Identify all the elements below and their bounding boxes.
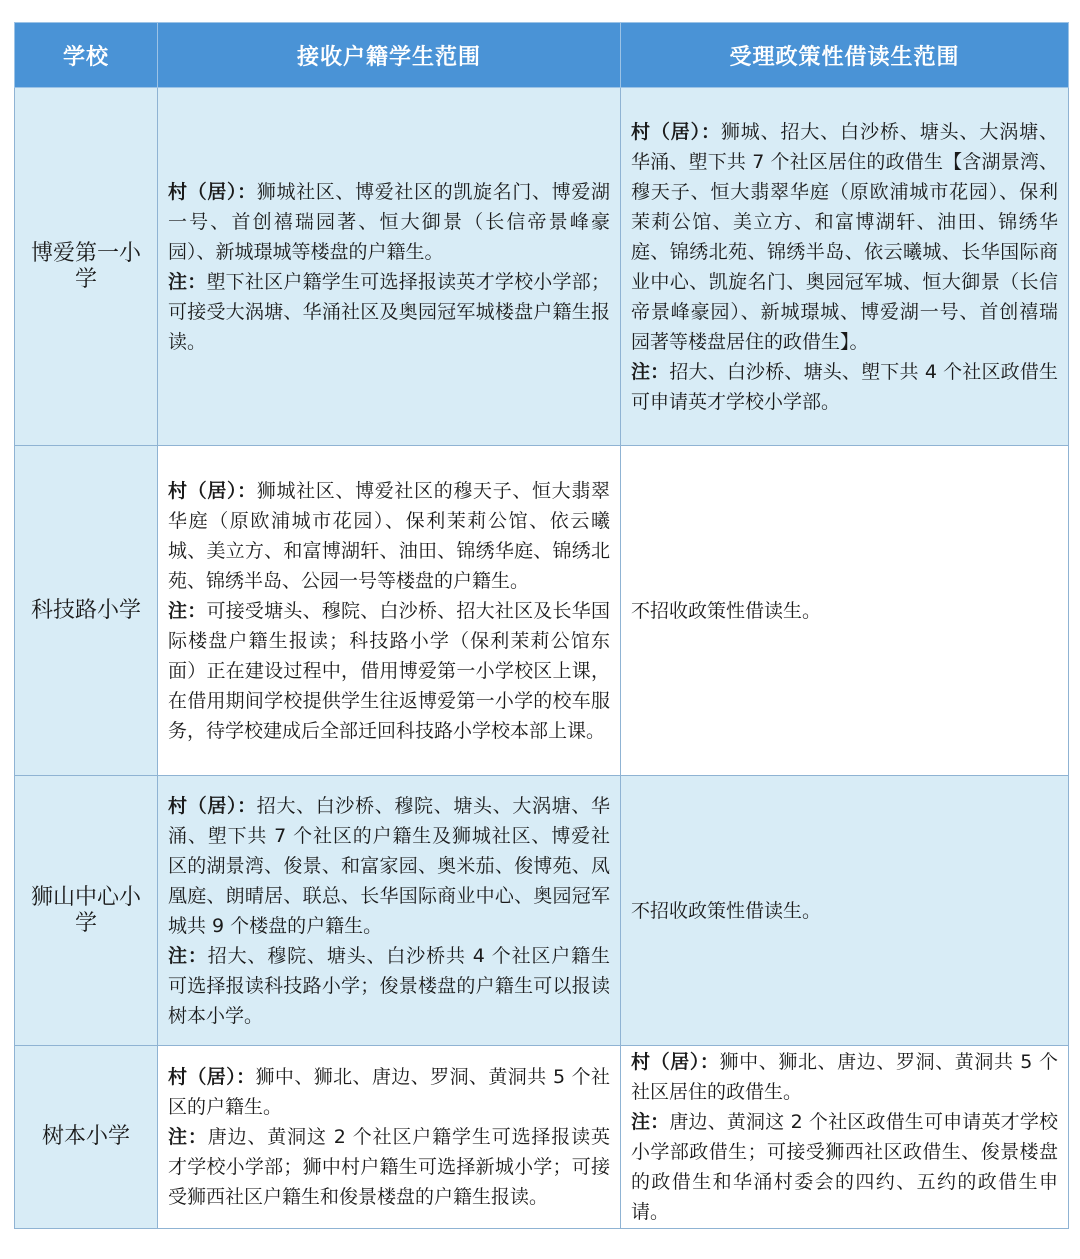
policy-note-text: 唐边、黄洞这 2 个社区政借生可申请英才学校小学部政借生；可接受狮西社区政借生、俊景楼盘的政借生和华涌村委会的四约、五约的政借生申请。 bbox=[631, 1111, 1058, 1223]
header-policy-range: 受理政策性借读生范围 bbox=[621, 23, 1069, 88]
registered-main-text: 招大、白沙桥、穆院、塘头、大涡塘、华涌、塱下共 7 个社区的户籍生及狮城社区、博爱社区的湖景湾、俊景、和富家园、奥米茄、俊博苑、凤凰庭、朗晴居、联总、长华国际商业中心、奥园冠军城共 9 个楼盘的户籍生。 bbox=[168, 794, 610, 937]
school-name-text: 狮山中心小学 bbox=[30, 884, 141, 936]
admission-table-wrapper bbox=[14, 22, 1068, 1229]
registered-note-text: 可接受塘头、穆院、白沙桥、招大社区及长华国际楼盘户籍生报读；科技路小学（保利茉莉公馆东面）正在建设过程中，借用博爱第一小学校区上课，在借用期间学校提供学生往返博爱第一小学的校车服务，待学校建成后全部迁回科技路小学校本部上课。 bbox=[168, 599, 610, 742]
header-school: 学校 bbox=[15, 23, 158, 88]
registered-main-text: 狮中、狮北、唐边、罗洞、黄洞共 5 个社区的户籍生。 bbox=[168, 1066, 610, 1118]
policy-note bbox=[631, 1107, 1058, 1227]
label-note: 注： bbox=[168, 599, 207, 622]
registered-note-text: 塱下社区户籍学生可选择报读英才学校小学部；可接受大涡塘、华涌社区及奥园冠军城楼盘户籍生报读。 bbox=[168, 270, 610, 353]
policy-range-cell bbox=[621, 776, 1069, 1046]
school-name-text: 博爱第一小学 bbox=[30, 240, 141, 292]
policy-range-cell bbox=[621, 1046, 1069, 1229]
registered-range-cell bbox=[158, 446, 621, 776]
table-row bbox=[15, 776, 1069, 1046]
policy-note bbox=[631, 357, 1058, 417]
table-row bbox=[15, 1046, 1069, 1229]
school-name-text: 科技路小学 bbox=[30, 597, 141, 623]
school-name-text: 树本小学 bbox=[41, 1124, 130, 1149]
label-note: 注： bbox=[168, 270, 207, 293]
label-note: 注： bbox=[631, 360, 670, 383]
registered-main-text: 狮城社区、博爱社区的穆天子、恒大翡翠华庭（原欧浦城市花园）、保利茉莉公馆、依云曦城、美立方、和富博湖轩、油田、锦绣华庭、锦绣北苑、锦绣半岛、公园一号等楼盘的户籍生。 bbox=[168, 479, 610, 592]
registered-main bbox=[168, 1062, 610, 1122]
registered-main-text: 狮城社区、博爱社区的凯旋名门、博爱湖一号、首创禧瑞园著、恒大御景（长信帝景峰豪园）、新城璟城等楼盘的户籍生。 bbox=[168, 180, 610, 263]
policy-text: 不招收政策性借读生。 bbox=[631, 899, 822, 922]
registered-main bbox=[168, 177, 610, 267]
registered-note-text: 招大、穆院、塘头、白沙桥共 4 个社区户籍生可选择报读科技路小学；俊景楼盘的户籍生可以报读树本小学。 bbox=[168, 944, 610, 1027]
admission-table bbox=[14, 22, 1069, 1229]
registered-note bbox=[168, 941, 610, 1031]
table-row bbox=[15, 446, 1069, 776]
table-row bbox=[15, 88, 1069, 446]
label-note: 注： bbox=[168, 944, 208, 967]
policy-main-text: 狮中、狮北、唐边、罗洞、黄洞共 5 个社区居住的政借生。 bbox=[631, 1051, 1058, 1103]
label-village: 村（居）： bbox=[168, 479, 257, 502]
label-village: 村（居）： bbox=[631, 1051, 720, 1073]
registered-note bbox=[168, 267, 610, 357]
policy-main bbox=[631, 117, 1058, 357]
policy-range-cell bbox=[621, 446, 1069, 776]
policy-text: 不招收政策性借读生。 bbox=[631, 599, 822, 622]
label-note: 注： bbox=[631, 1111, 670, 1133]
policy-main-text: 狮城、招大、白沙桥、塘头、大涡塘、华涌、塱下共 7 个社区居住的政借生【含湖景湾、穆天子、恒大翡翠华庭（原欧浦城市花园）、保利茉莉公馆、美立方、和富博湖轩、油田、锦绣华庭、锦绣北苑、锦绣半岛、依云曦城、长华国际商业中心、凯旋名门、奥园冠军城、恒大御景（长信帝景峰豪园）、新城璟城、博爱湖一号、首创禧瑞园著等楼盘居住的政借生】。 bbox=[631, 120, 1058, 353]
policy-range-cell bbox=[621, 88, 1069, 446]
label-village: 村（居）： bbox=[168, 1066, 256, 1088]
registered-note bbox=[168, 596, 610, 746]
registered-note-text: 唐边、黄洞这 2 个社区户籍学生可选择报读英才学校小学部；狮中村户籍生可选择新城小学；可接受狮西社区户籍生和俊景楼盘的户籍生报读。 bbox=[168, 1126, 610, 1208]
policy-note-text: 招大、白沙桥、塘头、塱下共 4 个社区政借生可申请英才学校小学部。 bbox=[631, 360, 1058, 413]
label-village: 村（居）： bbox=[168, 180, 257, 203]
label-note: 注： bbox=[168, 1126, 208, 1148]
registered-note bbox=[168, 1122, 610, 1212]
policy-main bbox=[631, 1047, 1058, 1107]
label-village: 村（居）： bbox=[168, 794, 257, 817]
registered-range-cell bbox=[158, 776, 621, 1046]
school-name bbox=[15, 776, 158, 1046]
registered-main bbox=[168, 476, 610, 596]
school-name bbox=[15, 88, 158, 446]
header-registered-range: 接收户籍学生范围 bbox=[158, 23, 621, 88]
registered-main bbox=[168, 791, 610, 941]
label-village: 村（居）： bbox=[631, 120, 721, 143]
school-name bbox=[15, 1046, 158, 1229]
school-name bbox=[15, 446, 158, 776]
registered-range-cell bbox=[158, 88, 621, 446]
registered-range-cell bbox=[158, 1046, 621, 1229]
table-header-row bbox=[15, 23, 1069, 88]
